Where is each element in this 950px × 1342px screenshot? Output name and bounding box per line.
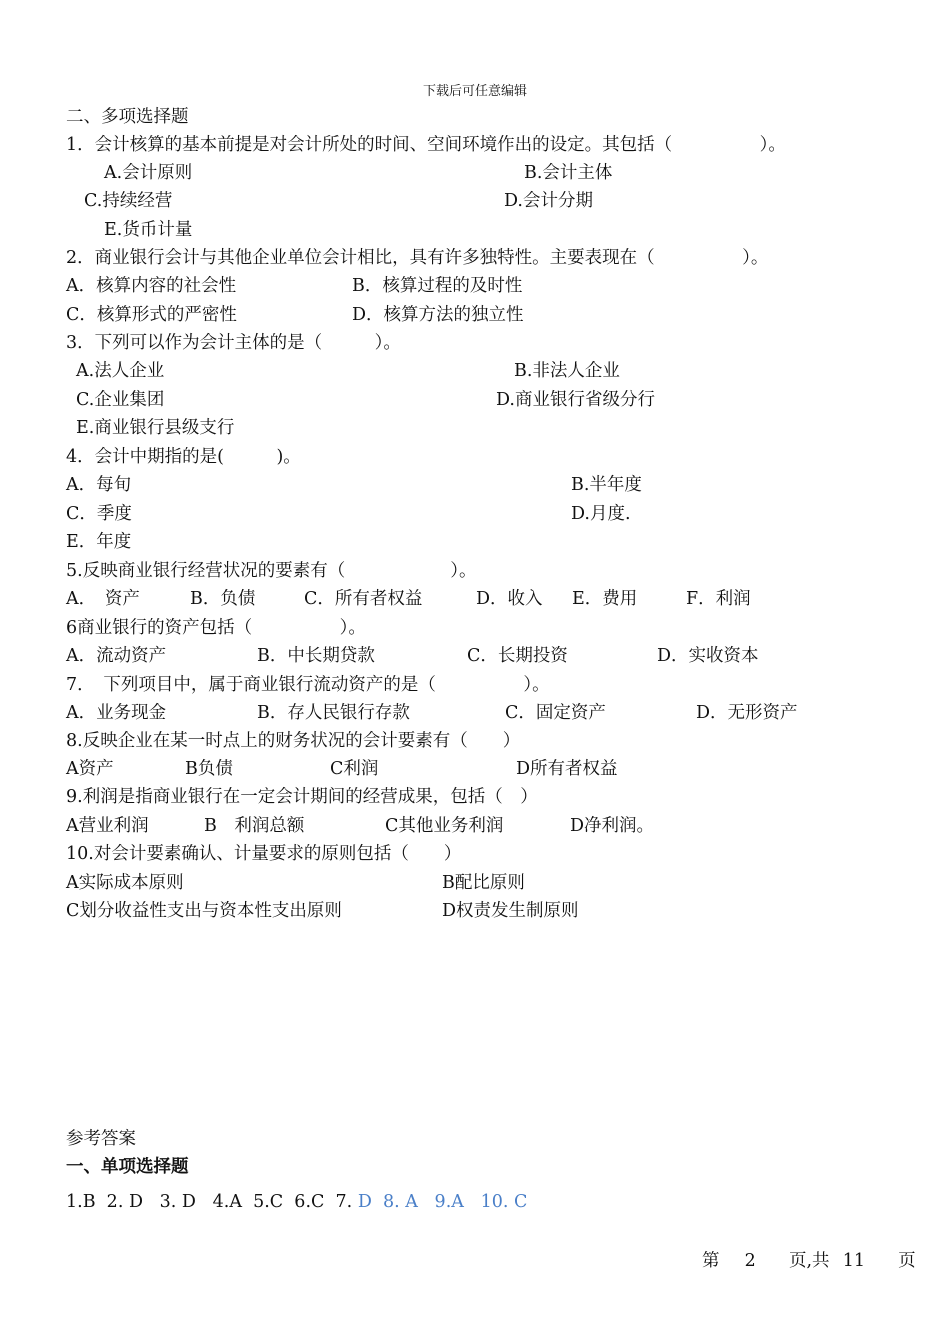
question-3-option-b: B.非法人企业	[514, 361, 620, 381]
question-6-option-c: C．长期投资	[467, 646, 568, 666]
question-2-option-d: D．核算方法的独立性	[352, 305, 524, 325]
question-8-option-c: C利润	[330, 759, 379, 779]
question-8-option-a: A资产	[66, 759, 114, 779]
question-5-stem: 5.反映商业银行经营状况的要素有（ ）。	[66, 561, 477, 581]
question-5-option-e: E．费用	[572, 589, 638, 609]
question-5-option-b: B．负债	[190, 589, 256, 609]
question-10-stem: 10.对会计要素确认、计量要求的原则包括（ ）	[66, 844, 462, 864]
answers-line	[66, 1192, 527, 1212]
question-7-option-d: D．无形资产	[696, 703, 798, 723]
footer-suffix: 页	[898, 1251, 916, 1271]
question-4-option-e: E．年度	[66, 532, 132, 552]
footer-total-pages: 11	[842, 1251, 865, 1271]
footer-middle: 页,共	[788, 1251, 830, 1271]
question-7-option-c: C．固定资产	[505, 703, 606, 723]
question-9-option-a: A营业利润	[66, 816, 149, 836]
footer-prefix: 第	[702, 1251, 720, 1271]
question-6-option-d: D．实收资本	[657, 646, 759, 666]
question-9-option-b: B 利润总额	[204, 816, 305, 836]
page-header: 下载后可任意编辑	[422, 84, 527, 99]
question-4-option-a: A．每旬	[66, 475, 132, 495]
question-4-option-b: B.半年度	[571, 475, 642, 495]
question-4-option-d: D.月度.	[571, 504, 631, 524]
question-2-stem: 2．商业银行会计与其他企业单位会计相比，具有许多独特性。主要表现在（ ）。	[66, 248, 769, 268]
question-6-option-b: B．中长期贷款	[257, 646, 375, 666]
question-1-stem: 1．会计核算的基本前提是对会计所处的时间、空间环境作出的设定。其包括（ ）。	[66, 135, 786, 155]
question-10-option-b: B配比原则	[442, 873, 525, 893]
question-3-option-a: A.法人企业	[76, 361, 165, 381]
question-5-option-d: D．收入	[476, 589, 543, 609]
question-3-option-c: C.企业集团	[76, 390, 165, 410]
question-2-option-c: C．核算形式的严密性	[66, 305, 237, 325]
question-3-option-d: D.商业银行省级分行	[496, 390, 655, 410]
question-6-stem: 6商业银行的资产包括（ ）。	[66, 618, 366, 638]
question-9-option-c: C其他业务利润	[385, 816, 504, 836]
question-3-stem: 3．下列可以作为会计主体的是（ ）。	[66, 333, 401, 353]
question-1-option-a: A.会计原则	[104, 163, 193, 183]
question-7-option-b: B．存人民银行存款	[257, 703, 410, 723]
section-title: 二、多项选择题	[66, 107, 189, 127]
question-1-option-c: C.持续经营	[84, 191, 173, 211]
answers-section-title: 一、单项选择题	[66, 1157, 189, 1177]
question-10-option-c: C划分收益性支出与资本性支出原则	[66, 901, 342, 921]
answers-blue-part: D 8. A 9.A 10. C	[357, 1192, 528, 1212]
question-4-stem: 4．会计中期指的是( )。	[66, 447, 301, 467]
question-5-option-a: A． 资产	[66, 589, 140, 609]
question-10-option-a: A实际成本原则	[66, 873, 184, 893]
footer-page-number: 2	[744, 1251, 756, 1271]
question-2-option-a: A．核算内容的社会性	[66, 276, 237, 296]
question-7-stem: 7． 下列项目中，属于商业银行流动资产的是（ ）。	[66, 675, 550, 695]
question-6-option-a: A．流动资产	[66, 646, 167, 666]
question-1-option-e: E.货币计量	[104, 220, 193, 240]
question-1-option-d: D.会计分期	[504, 191, 593, 211]
question-8-stem: 8.反映企业在某一时点上的财务状况的会计要素有（ ）	[66, 731, 521, 751]
question-3-option-e: E.商业银行县级支行	[76, 418, 235, 438]
answers-title: 参考答案	[66, 1129, 136, 1149]
question-9-option-d: D净利润。	[570, 816, 655, 836]
question-7-option-a: A．业务现金	[66, 703, 167, 723]
question-1-option-b: B.会计主体	[524, 163, 613, 183]
question-9-stem: 9.利润是指商业银行在一定会计期间的经营成果，包括（ ）	[66, 787, 538, 807]
question-4-option-c: C．季度	[66, 504, 132, 524]
question-10-option-d: D权责发生制原则	[442, 901, 579, 921]
answers-black-part: 1.B 2. D 3. D 4.A 5.C 6.C 7.	[66, 1192, 353, 1212]
question-5-option-c: C．所有者权益	[304, 589, 423, 609]
question-2-option-b: B．核算过程的及时性	[352, 276, 523, 296]
question-8-option-d: D所有者权益	[516, 759, 618, 779]
page-footer	[702, 1247, 916, 1272]
question-5-option-f: F．利润	[686, 589, 751, 609]
question-8-option-b: B负债	[185, 759, 233, 779]
